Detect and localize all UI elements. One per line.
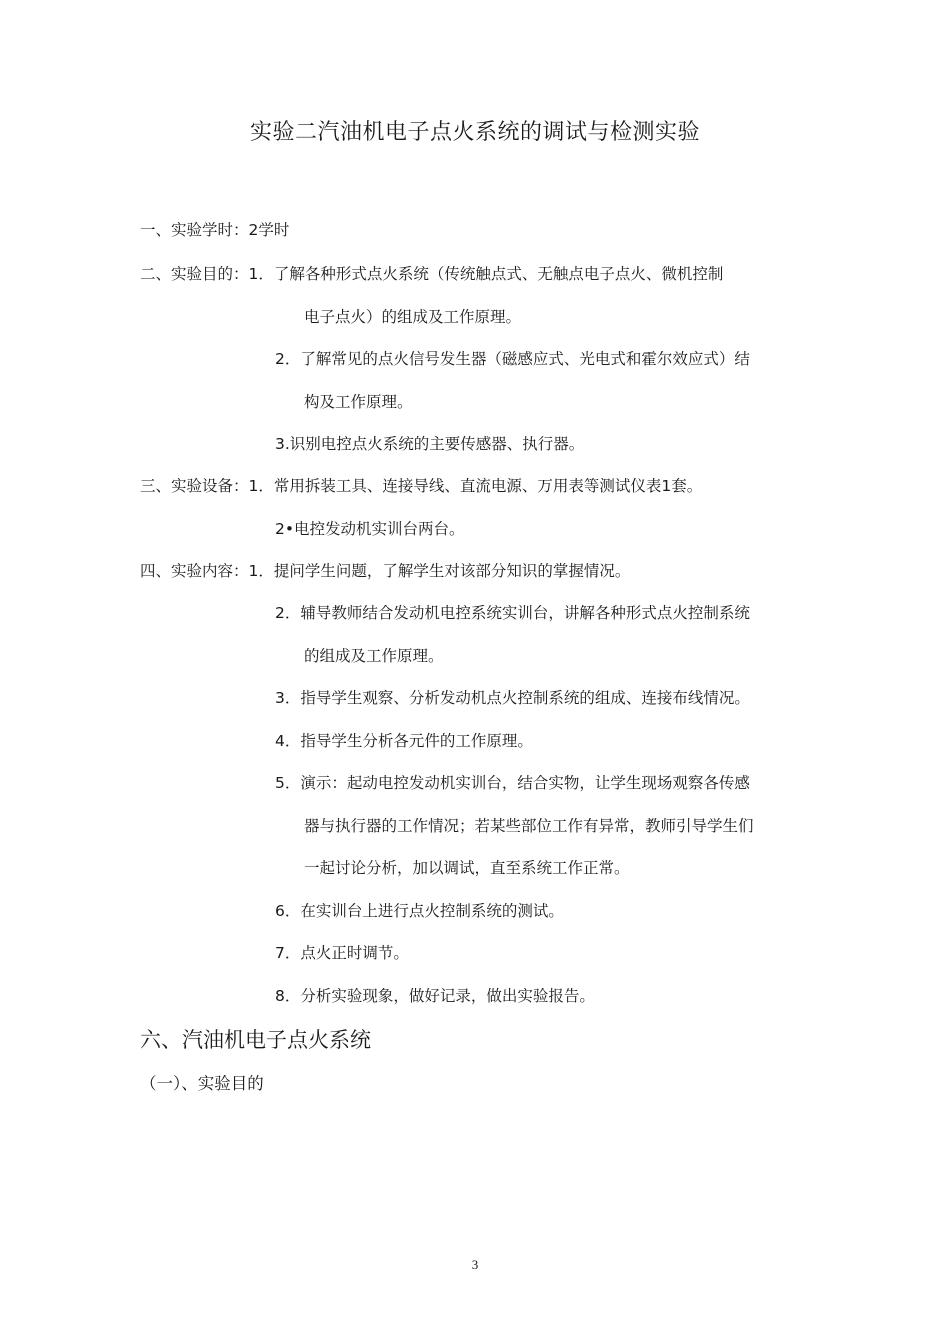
item-purpose-3: 3.识别电控点火系统的主要传感器、执行器。 [275,435,585,453]
section-heading-6: 六、汽油机电子点火系统 [140,1028,371,1052]
item-hours: 一、实验学时：2学时 [140,221,290,239]
item-equipment-1: 三、实验设备：1．常用拆装工具、连接导线、直流电源、万用表等测试仪表1套。 [140,477,703,495]
item-content-6: 6．在实训台上进行点火控制系统的测试。 [275,902,564,920]
item-content-1: 四、实验内容：1．提问学生问题，了解学生对该部分知识的掌握情况。 [140,562,631,580]
item-content-3: 3．指导学生观察、分析发动机点火控制系统的组成、连接布线情况。 [275,689,750,707]
subsection-heading-1: （一）、实验目的 [140,1074,264,1093]
item-content-5a: 5．演示：起动电控发动机实训台，结合实物，让学生现场观察各传感 [275,774,750,792]
item-purpose-1a: 二、实验目的：1．了解各种形式点火系统（传统触点式、无触点电子点火、微机控制 [140,265,724,283]
item-purpose-1b: 电子点火）的组成及工作原理。 [304,308,522,326]
item-content-4: 4．指导学生分析各元件的工作原理。 [275,732,533,750]
item-content-7: 7．点火正时调节。 [275,944,409,962]
item-content-8: 8．分析实验现象，做好记录，做出实验报告。 [275,987,595,1005]
page-title: 实验二汽油机电子点火系统的调试与检测实验 [249,120,700,145]
page-number: 3 [471,1257,479,1272]
item-content-5b: 器与执行器的工作情况；若某些部位工作有异常，教师引导学生们 [304,817,754,835]
item-purpose-2b: 构及工作原理。 [304,393,413,411]
item-content-2a: 2．辅导教师结合发动机电控系统实训台，讲解各种形式点火控制系统 [275,604,750,622]
item-equipment-2: 2•电控发动机实训台两台。 [275,520,465,538]
item-content-5c: 一起讨论分析，加以调试，直至系统工作正常。 [304,859,630,877]
item-purpose-2a: 2．了解常见的点火信号发生器（磁感应式、光电式和霍尔效应式）结 [275,350,750,368]
item-content-2b: 的组成及工作原理。 [304,647,444,665]
